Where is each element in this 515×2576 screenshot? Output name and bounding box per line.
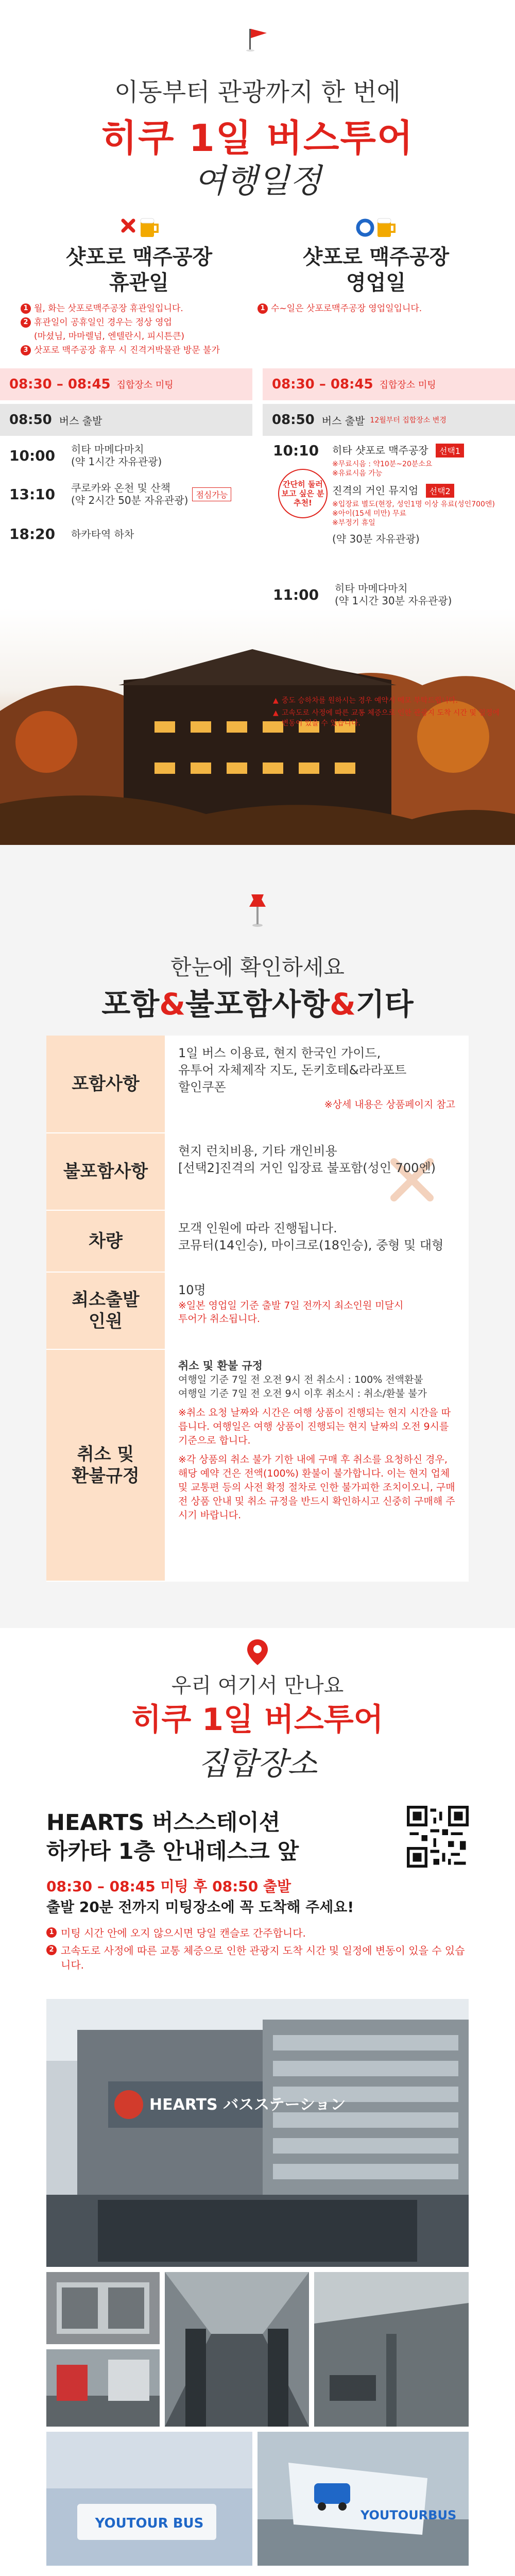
vehicle-text: 모객 인원에 따라 진행됩니다. 코뮤터(14인승), 마이크로(18인승), 중형 및 대형 — [178, 1221, 444, 1252]
right-option-time-note: (약 30분 자유관광) — [332, 533, 420, 545]
pushpin-icon — [246, 891, 269, 927]
right-meet-band — [263, 368, 515, 400]
yes-beer-icon — [353, 216, 399, 240]
option-2-tag: 선택2 — [426, 484, 454, 498]
entrance-photo — [46, 2272, 160, 2344]
row-value-min-people — [165, 1273, 469, 1349]
table-row-min-people — [46, 1273, 469, 1350]
title-amp-1: & — [159, 987, 185, 1022]
left-stop-2-desc: 쿠로카와 온천 및 산책 (약 2시간 50분 자유관광) — [71, 482, 188, 506]
row-value-excluded — [165, 1133, 469, 1210]
row-label-cancel: 취소 및 환불규정 — [46, 1350, 165, 1581]
corridor-photo — [165, 2272, 309, 2427]
meeting-note-1: 미팅 시간 안에 오지 않으시면 당일 캔슬로 간주합니다. — [61, 1927, 306, 1939]
recommend-bubble: 간단히 둘러보고 싶은 분 추천! — [278, 469, 328, 518]
right-option-1-sub: ※무료시음 : 약10분~20분소요 ※유료시음 가능 — [332, 460, 433, 478]
left-stop-3 — [9, 526, 134, 543]
cancel-heading: 취소 및 환불 규정 — [178, 1360, 263, 1372]
open-day-notes: 1 수~일은 삿포로맥주공장 영업일입니다. — [258, 302, 494, 316]
right-option-1 — [332, 442, 512, 546]
title-included: 포함 — [101, 987, 160, 1022]
closed-day-column — [21, 216, 258, 358]
closed-note-2: 휴관일이 공휴일인 경우는 정상 영업 (마셨님, 마마렐넘, 엔텔란시, 피시튼큰) — [34, 317, 185, 342]
left-lunch-tag: 점심가능 — [192, 487, 231, 501]
included-note: ※상세 내용은 상품페이지 참고 — [324, 1099, 455, 1110]
meeting-script-title: 집합장소 — [198, 1746, 317, 1782]
itinerary-script-title: 여행일정 — [194, 162, 321, 200]
left-stop-3-time: 18:20 — [9, 526, 56, 543]
bus-sign-label: YOUTOUR BUS — [95, 2516, 204, 2531]
qr-code-icon[interactable] — [407, 1806, 469, 1868]
closed-day-heading: 샷포로 맥주공장 휴관일 — [65, 245, 213, 295]
right-stop-2-desc: 히타 마메다마치 (약 1시간 30분 자유관광) — [335, 582, 452, 607]
row-label-included: 포함사항 — [46, 1036, 165, 1132]
meeting-notes: 1 미팅 시간 안에 오지 않으시면 당일 캔슬로 간주합니다. 2 고속도로 사정에 따른 교통 체증으로 인한 관광지 도착 시간 및 일정에 변동이 있을 수 있습니다. — [46, 1926, 469, 1975]
left-depart-time: 08:50 — [9, 412, 52, 428]
left-stop-2 — [9, 482, 231, 506]
street-photo — [46, 2349, 160, 2427]
meeting-title: 히쿠 1일 버스투어 — [131, 1702, 384, 1738]
cancel-line-1: 여행일 기준 7일 전 오전 9시 전 취소시 : 100% 전액환불 — [178, 1374, 423, 1385]
excluded-text: 현지 런치비용, 기타 개인비용 [선택2]진격의 거인 입장료 불포함(성인 700엔) — [178, 1144, 436, 1175]
closed-note-3: 삿포로 맥주공장 휴무 시 진격거박물관 방문 불가 — [34, 345, 220, 355]
left-depart-label: 버스 출발 — [59, 414, 102, 427]
right-stop-2 — [273, 582, 452, 607]
min-people-text: 10명 — [178, 1283, 206, 1297]
right-depart-time: 08:50 — [272, 412, 315, 428]
inclusions-subtitle: 한눈에 확인하세요 — [170, 955, 345, 980]
inclusions-section — [0, 845, 515, 1628]
station-sign: HEARTS バスステーション — [149, 2096, 346, 2114]
included-text: 1일 버스 이용료, 현지 한국인 가이드, 유투어 자체제작 지도, 돈키호테&라라포트 할인쿠폰 — [178, 1046, 407, 1094]
row-label-vehicle: 차량 — [46, 1211, 165, 1272]
itinerary-section — [0, 0, 515, 845]
open-day-heading: 샷포로 맥주공장 영업일 — [302, 245, 450, 295]
location-pin-icon — [246, 1638, 269, 1666]
right-option-1-desc: 히타 샷포로 맥주공장 — [332, 444, 428, 456]
bus-station-building-photo — [46, 1999, 469, 2267]
place-line-1: HEARTS 버스스테이션 — [46, 1810, 281, 1836]
left-stop-1-time: 10:00 — [9, 447, 56, 464]
warning-2: 고속도로 사정에 따른 교통 체증으로 인한 관광지 도착 시간 및 일정에 변동이 있을 수 있습니다. — [281, 709, 500, 727]
left-stop-2-time: 13:10 — [9, 485, 56, 503]
right-depart-band — [263, 404, 515, 436]
open-note-1: 수~일은 삿포로맥주공장 영업일입니다. — [271, 303, 422, 314]
row-label-min-people: 최소출발 인원 — [46, 1273, 165, 1349]
closed-note-1: 월, 화는 삿포로맥주공장 휴관일입니다. — [34, 303, 183, 314]
right-option-2-sub: ※입장료 별도(현장, 성인1명 이상 유료(성인700엔) ※아이(15세 미만) 무료 ※부정기 휴일 — [332, 500, 495, 527]
inclusions-table — [46, 1036, 469, 1582]
cancel-note-2: ※각 상품의 취소 불가 기한 내에 구매 후 취소를 요청하신 경우, 해당 예약 건은 전액(100%) 환불이 불가합니다. 이는 현지 업체 및 교통편 등의 사전 확정 절차로 인한 불가피한 조치이오니, 구매 전 상품 안내 및 취소 규정을 반드시 확인하시고 신중히 구매해 주시기 바랍니다. — [178, 1454, 455, 1521]
row-label-excluded: 불포함사항 — [46, 1133, 165, 1210]
meeting-place — [46, 1808, 299, 1866]
meeting-section — [0, 1628, 515, 2576]
warning-1: 중도 승하차를 원하시는 경우 예약시 메모 부탁드립니다. — [281, 697, 458, 705]
row-value-cancel — [165, 1350, 469, 1581]
row-value-included — [165, 1036, 469, 1132]
meeting-arrival-note: 출발 20분 전까지 미팅장소에 꼭 도착해 주세요! — [46, 1899, 354, 1916]
flag-label: YOUTOURBUS — [360, 2508, 457, 2522]
open-day-column — [258, 216, 494, 316]
itinerary-subtitle: 이동부터 관광까지 한 번에 — [114, 78, 401, 107]
right-stop-1-time: 10:10 — [273, 442, 319, 459]
closed-day-notes: 1 월, 화는 삿포로맥주공장 휴관일입니다. 2 휴관일이 공휴일인 경우는 정상 영업 (마셨님, 마마렐넘, 엔텔란시, 피시튼큰) 3 삿포로 맥주공장 휴무 시 진격거박물관 방문 불가 — [21, 302, 258, 358]
inclusions-title — [0, 980, 515, 1023]
meeting-subtitle: 우리 여기서 만나요 — [171, 1674, 344, 1698]
right-option-2-desc: 진격의 거인 뮤지엄 — [332, 484, 419, 497]
bus-windshield-photo — [46, 2432, 252, 2566]
right-depart-label: 버스 출발 — [321, 414, 365, 427]
table-row-cancel — [46, 1350, 469, 1582]
title-excluded: 불포함사항 — [185, 987, 330, 1022]
left-stop-1-desc: 히타 마메다마치 (약 1시간 자유관광) — [71, 443, 162, 468]
left-stop-3-desc: 하카타역 하차 — [71, 528, 134, 540]
right-meet-label: 집합장소 미팅 — [379, 380, 436, 391]
waiting-area-photo — [314, 2272, 469, 2427]
left-meet-band — [0, 368, 252, 400]
cancel-note-1: ※취소 요청 날짜와 시간은 여행 상품이 진행되는 현지 시간을 따릅니다. 여행일은 여행 상품이 진행되는 현지 날짜의 오전 9시를 기준으로 합니다. — [178, 1407, 451, 1446]
option-1-tag: 선택1 — [436, 444, 464, 457]
table-row-excluded — [46, 1133, 469, 1211]
title-amp-2: & — [330, 987, 356, 1022]
right-warnings: ▲ 중도 승하차를 원하시는 경우 예약시 메모 부탁드립니다. ▲ 고속도로 사정에 따른 교통 체증으로 인한 관광지 도착 시간 및 일정에 변동이 있을 수 있습니다. — [273, 696, 505, 728]
no-beer-icon — [116, 216, 162, 240]
flag-icon — [246, 27, 269, 52]
row-value-vehicle — [165, 1211, 469, 1272]
table-row-vehicle — [46, 1211, 469, 1273]
meeting-time: 08:30 – 08:45 미팅 후 08:50 출발 — [46, 1878, 291, 1895]
table-row-included — [46, 1036, 469, 1133]
meeting-note-2: 고속도로 사정에 따른 교통 체증으로 인한 관광지 도착 시간 및 일정에 변동이 있을 수 있습니다. — [61, 1944, 465, 1971]
tour-flag-photo — [258, 2432, 469, 2566]
left-meet-label: 집합장소 미팅 — [116, 380, 174, 391]
title-etc: 기타 — [355, 987, 414, 1022]
place-line-2: 하카타 1층 안내데스크 앞 — [46, 1839, 299, 1865]
right-stop-2-time: 11:00 — [273, 586, 319, 603]
right-stop-1 — [273, 442, 335, 459]
right-meet-time: 08:30 – 08:45 — [272, 377, 373, 392]
right-depart-note: 12월부터 집합장소 변경 — [370, 416, 447, 425]
left-depart-band — [0, 404, 252, 436]
cancel-line-2: 여행일 기준 7일 전 오전 9시 이후 취소시 : 취소/환불 불가 — [178, 1388, 427, 1399]
itinerary-title: 히쿠 1일 버스투어 — [101, 116, 414, 160]
min-people-note: ※일본 영업일 기준 출발 7일 전까지 최소인원 미달시 투어가 취소됩니다. — [178, 1300, 404, 1325]
left-stop-1 — [9, 443, 162, 468]
left-meet-time: 08:30 – 08:45 — [9, 377, 111, 392]
